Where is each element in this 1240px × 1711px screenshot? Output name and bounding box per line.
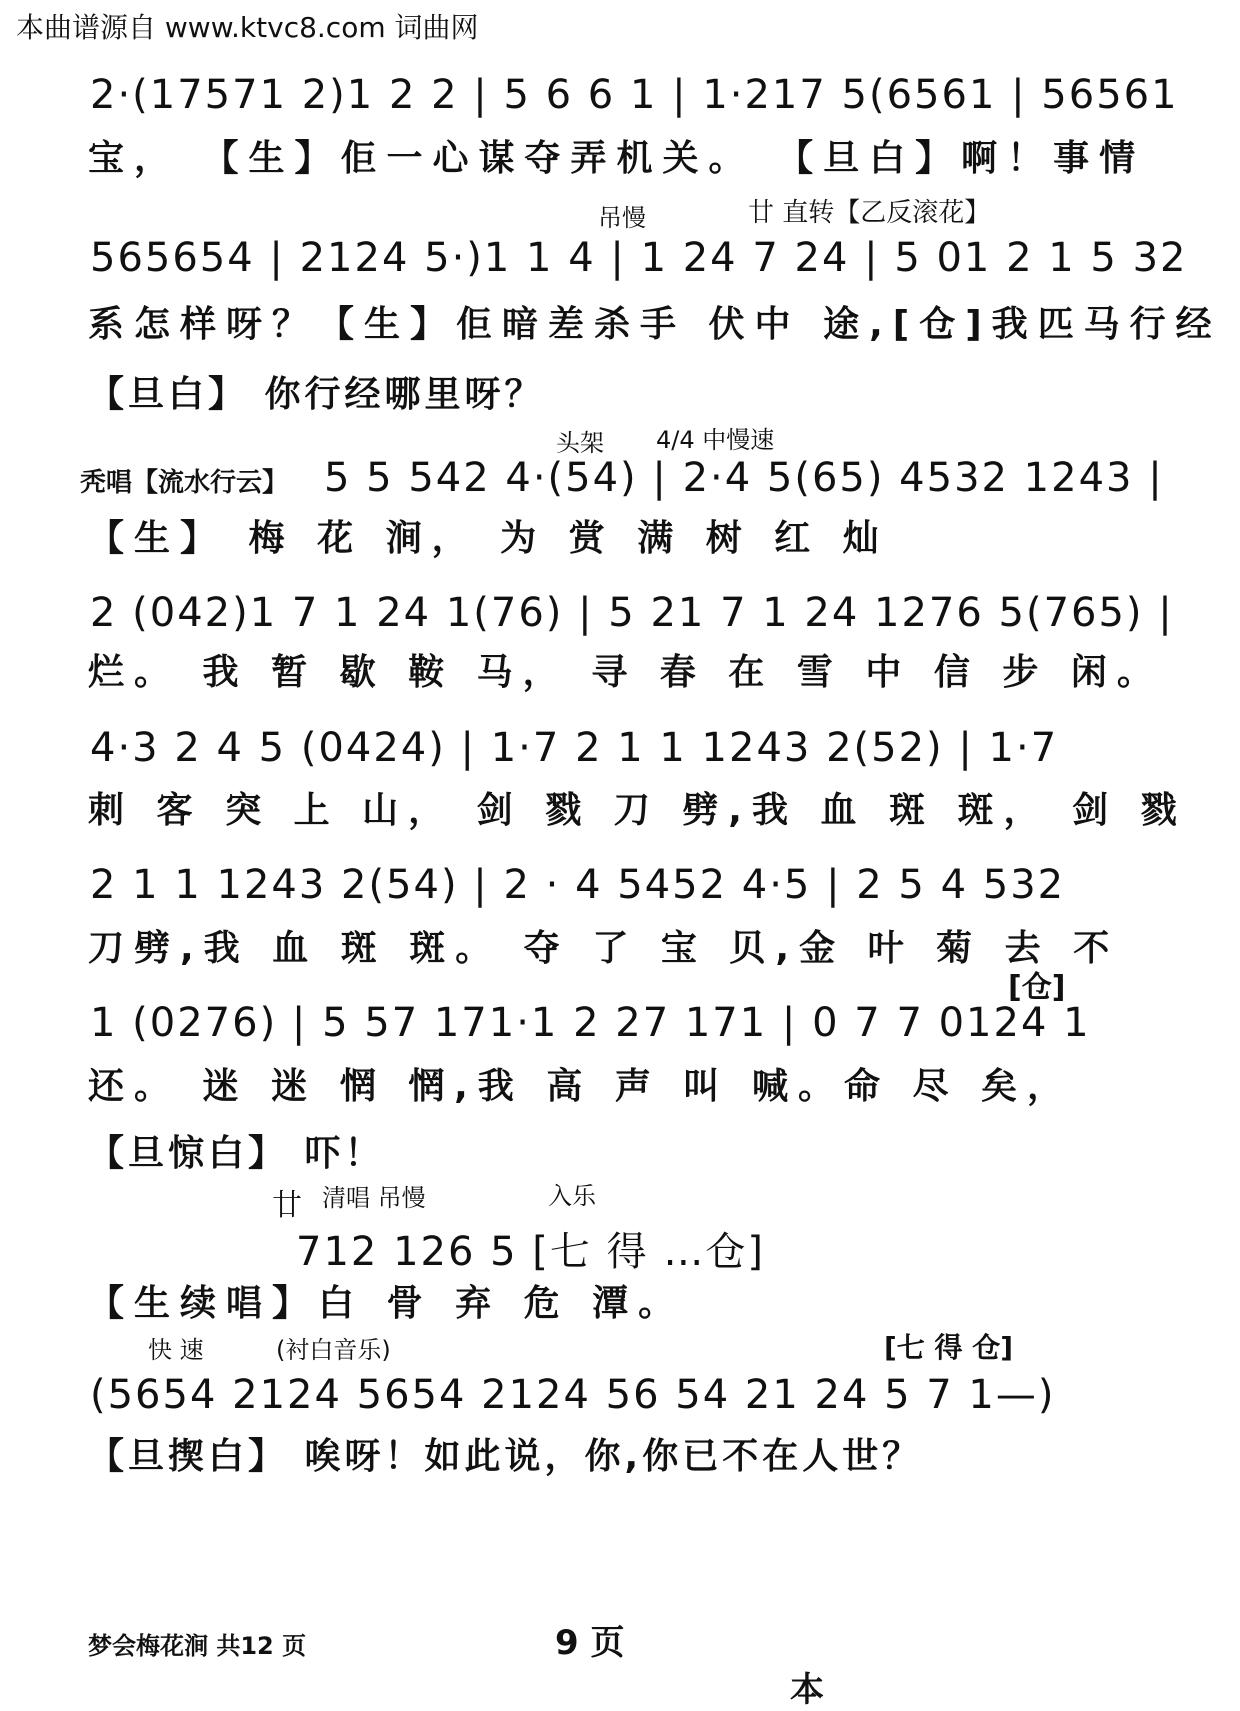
mark-qidecang: [七 得 仓] xyxy=(884,1331,1014,1364)
notation-line-2: 565654 | 2124 5·)1 1 4 | 1 24 7 24 | 5 01 2 1 5 32 xyxy=(90,235,1188,281)
mark-toujia: 头架 xyxy=(556,429,604,457)
mark-chenbai: (衬白音乐) xyxy=(276,1336,391,1364)
footer-stamp: 本 xyxy=(790,1670,824,1710)
dialogue-dan-2: 【旦惊白】 吓！ xyxy=(88,1133,385,1174)
mark-cang: [仓] xyxy=(1008,970,1066,1005)
mark-qingchang: 清唱 吊慢 xyxy=(322,1184,426,1212)
notation-line-1: 2·(17571 2)1 2 2 | 5 6 6 1 | 1·217 5(6561 | 56561 xyxy=(90,72,1179,118)
lyrics-line-5: 刺 客 突 上 山， 剑 戮 刀 劈,我 血 斑 斑， 剑 戮 xyxy=(88,790,1187,831)
lyrics-line-2: 系怎样呀？【生】佢暗差杀手 伏中 途,[仓]我匹马行经 xyxy=(88,304,1222,345)
lyrics-line-4: 烂。 我 暂 歇 鞍 马， 寻 春 在 雪 中 信 步 闲。 xyxy=(88,652,1163,693)
lyrics-line-7: 还。 迷 迷 惘 惘,我 高 声 叫 喊。命 尽 矣， xyxy=(88,1066,1074,1107)
notation-line-9: (5654 2124 5654 2124 56 54 21 24 5 7 1—) xyxy=(90,1372,1056,1418)
notation-line-4: 2 (042)1 7 1 24 1(76) | 5 21 7 1 24 1276 5(765) | xyxy=(90,590,1174,636)
footer-title: 梦会梅花涧 共12 页 xyxy=(88,1632,307,1660)
lyrics-line-9: 【旦揳白】 唉呀！如此说，你,你已不在人世？ xyxy=(88,1436,923,1477)
notation-line-8: 712 126 5 [七 得 …仓] xyxy=(296,1229,765,1275)
section-label: 秃唱【流水行云】 xyxy=(80,468,289,498)
mark-nian: 廿 xyxy=(272,1188,302,1223)
footer-page-number: 9 页 xyxy=(555,1623,625,1663)
notation-line-3: 5 5 542 4·(54) | 2·4 5(65) 4532 1243 | xyxy=(324,455,1164,501)
notation-line-6: 2 1 1 1243 2(54) | 2 · 4 5452 4·5 | 2 5 4 532 xyxy=(90,862,1066,908)
mark-rule: 入乐 xyxy=(548,1182,596,1210)
tempo-mark-zhizhuan: 廿 直转【乙反滚花】 xyxy=(748,198,991,228)
dialogue-dan-1: 【旦白】 你行经哪里呀？ xyxy=(88,374,545,415)
lyrics-line-3: 【生】 梅 花 涧， 为 赏 满 树 红 灿 xyxy=(88,518,889,559)
lyrics-line-8: 【生续唱】白 骨 弃 危 潭。 xyxy=(88,1283,685,1324)
lyrics-line-6: 刀劈,我 血 斑 斑。 夺 了 宝 贝,金 叶 菊 去 不 xyxy=(88,928,1120,969)
mark-meter-tempo: 4/4 中慢速 xyxy=(656,426,775,454)
notation-line-5: 4·3 2 4 5 (0424) | 1·7 2 1 1 1243 2(52) | 1·7 xyxy=(90,725,1059,771)
mark-kuaisu: 快 速 xyxy=(148,1336,204,1364)
notation-line-7: 1 (0276) | 5 57 171·1 2 27 171 | 0 7 7 0124 1 xyxy=(90,1000,1091,1046)
page-header: 本曲谱源自 www.ktvc8.com 词曲网 xyxy=(16,11,479,44)
lyrics-line-1: 宝， 【生】佢一心谋夺弄机关。 【旦白】啊！事情 xyxy=(88,138,1146,179)
tempo-mark-diaoman: 吊慢 xyxy=(598,204,646,232)
